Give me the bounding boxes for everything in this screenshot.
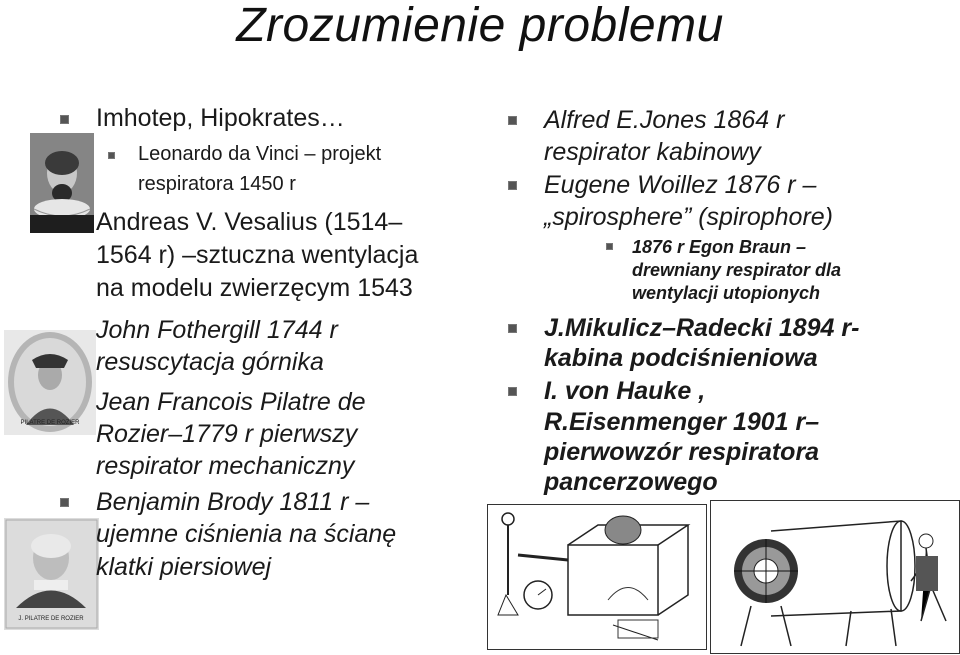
slide-title: Zrozumienie problemu xyxy=(236,0,724,52)
right-item-4c: pierwowzór respiratora xyxy=(544,438,820,466)
left-subitem-1b: respiratora 1450 r xyxy=(138,173,296,195)
left-item-4c: respirator mechaniczny xyxy=(96,452,355,480)
right-item-1a: Alfred E.Jones 1864 r xyxy=(544,106,785,134)
left-item-5b: ujemne ciśnienia na ścianę xyxy=(96,520,397,548)
right-item-2a: Eugene Woillez 1876 r – xyxy=(544,171,817,199)
portrait-vesalius-image xyxy=(30,133,94,233)
left-item-2c: na modelu zwierzęcym 1543 xyxy=(96,274,413,302)
respirator-cabinet-image xyxy=(487,504,707,650)
right-subitem-1c: wentylacji utopionych xyxy=(632,283,821,303)
left-item-1: Imhotep, Hipokrates… xyxy=(96,104,345,132)
right-item-2b: „spirosphere” (spirophore) xyxy=(544,203,834,231)
left-item-3b: resuscytacja górnika xyxy=(96,348,324,376)
sub-bullet-icon xyxy=(108,152,115,159)
bullet-icon xyxy=(508,181,517,190)
bullet-icon xyxy=(60,498,69,507)
bullet-icon xyxy=(60,115,69,124)
bullet-icon xyxy=(508,324,517,333)
left-subitem-1a: Leonardo da Vinci – projekt xyxy=(138,143,382,165)
portrait-caption-2: J. PILATRE DE ROZIER xyxy=(18,616,84,622)
right-subitem-1a: 1876 r Egon Braun – xyxy=(632,237,807,257)
portrait-caption-1: PILATRE DE ROZIER xyxy=(20,420,80,426)
left-item-3a: John Fothergill 1744 r xyxy=(96,316,338,344)
portrait-fothergill-image xyxy=(4,330,96,435)
right-item-3b: kabina podciśnieniowa xyxy=(544,344,818,372)
sub-bullet-icon xyxy=(606,243,613,250)
right-subitem-1b: drewniany respirator dla xyxy=(632,260,842,280)
right-item-4a: I. von Hauke , xyxy=(544,377,706,405)
bullet-icon xyxy=(508,116,517,125)
right-item-4d: pancerzowego xyxy=(544,468,718,496)
left-item-5a: Benjamin Brody 1811 r – xyxy=(96,488,370,516)
right-item-3a: J.Mikulicz–Radecki 1894 r- xyxy=(544,314,860,342)
bullet-icon xyxy=(508,387,517,396)
left-item-4b: Rozier–1779 r pierwszy xyxy=(96,420,358,448)
portrait-brody-image xyxy=(4,518,99,630)
left-item-5c: klatki piersiowej xyxy=(96,553,272,581)
right-item-4b: R.Eisenmenger 1901 r– xyxy=(544,408,820,436)
right-item-1b: respirator kabinowy xyxy=(544,138,761,166)
left-item-2b: 1564 r) –sztuczna wentylacja xyxy=(96,241,419,269)
left-item-4a: Jean Francois Pilatre de xyxy=(96,388,366,416)
left-item-2a: Andreas V. Vesalius (1514– xyxy=(96,208,403,236)
iron-lung-image xyxy=(710,500,960,654)
